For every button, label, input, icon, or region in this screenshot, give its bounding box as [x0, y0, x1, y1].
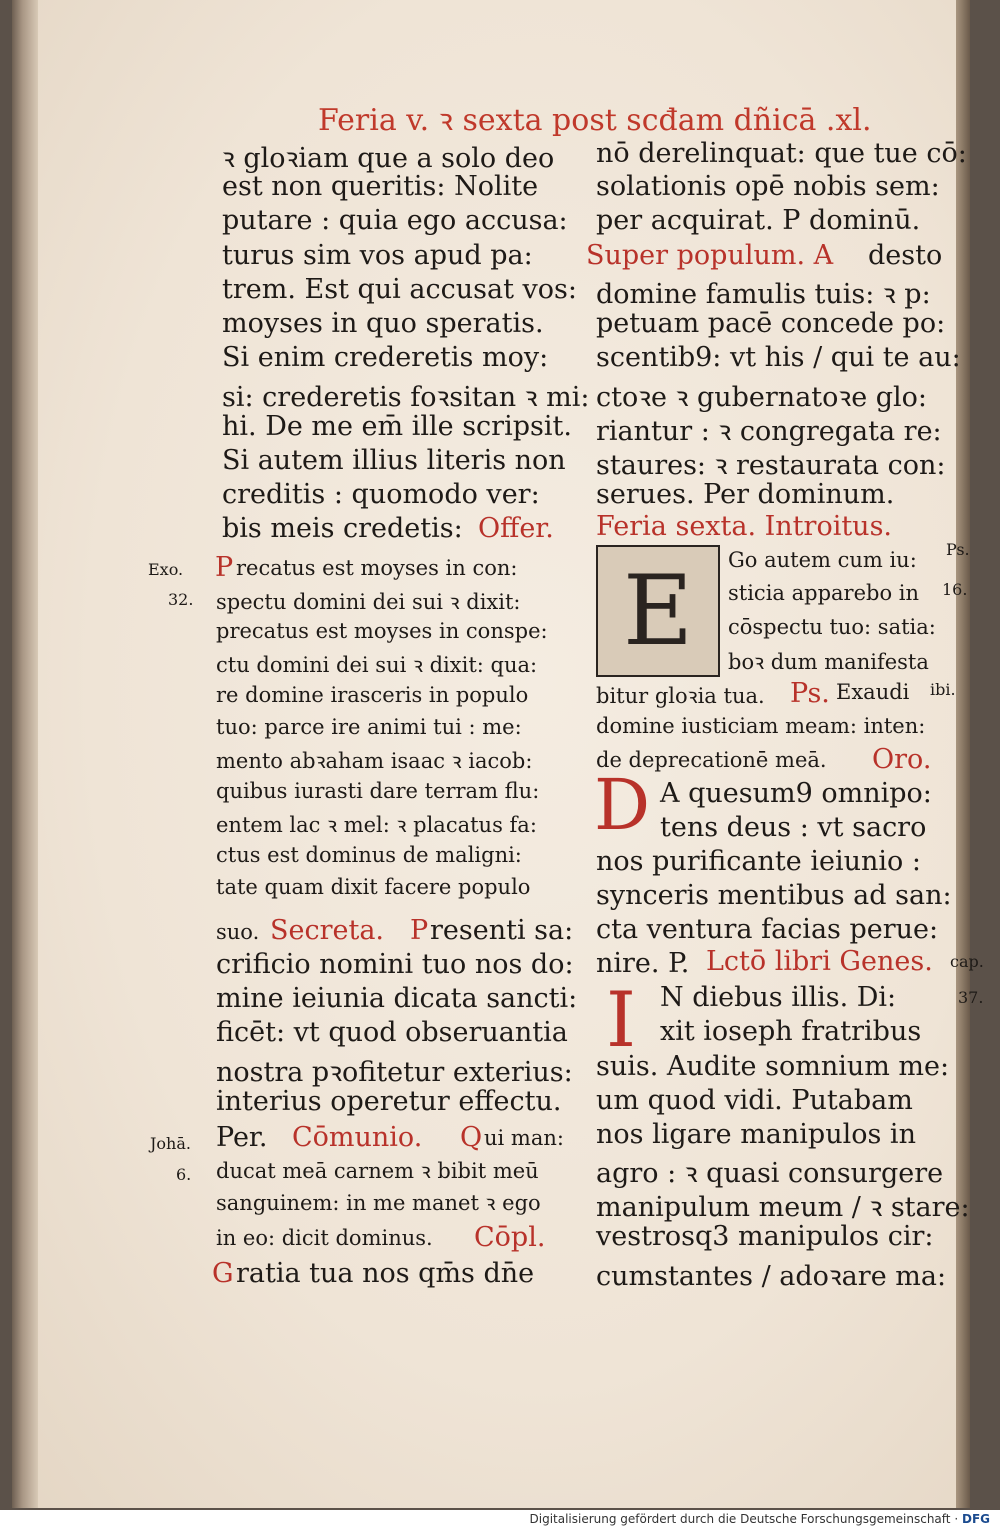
text-line: xit ioseph fratribus — [660, 1016, 922, 1047]
margin-note: ibi. — [930, 680, 956, 699]
text-line: mento abꝛaham isaac ꝛ iacob: — [216, 749, 533, 773]
text-line: boꝛ dum manifesta — [728, 650, 929, 674]
text-line: ctu domini dei sui ꝛ dixit: qua: — [216, 653, 538, 677]
text-line: putare : quia ego accusa: — [222, 205, 568, 236]
text-line: agro : ꝛ quasi consurgere — [596, 1158, 944, 1189]
text-line: ꝛ gloꝛiam que a solo deo — [222, 143, 555, 174]
text-line: est non queritis: Nolite — [222, 171, 539, 202]
text-line: sticia apparebo in — [728, 581, 919, 605]
red-initial-i: I — [606, 975, 637, 1064]
text-line: A quesum9 omnipo: — [660, 778, 932, 809]
text-line: quibus iurasti dare terram flu: — [216, 779, 540, 803]
text-line: Si enim crederetis moy: — [222, 342, 549, 373]
text-line: per acquirat. P dominū. — [596, 205, 921, 236]
text-line: cōspectu tuo: satia: — [728, 615, 936, 639]
text-line: um quod vidi. Putabam — [596, 1085, 913, 1116]
text-line: recatus est moyses in con: — [236, 556, 518, 580]
text-line: ui man: — [484, 1126, 564, 1150]
text-line: ctoꝛe ꝛ gubernatoꝛe glo: — [596, 382, 928, 413]
text-line: bis meis credetis: — [222, 513, 463, 544]
text-line: tuo: parce ire animi tui : me: — [216, 715, 522, 739]
page-gutter — [12, 0, 38, 1508]
text-line: petuam pacē concede po: — [596, 308, 946, 339]
rubric-lectio: Lctō libri Genes. — [706, 946, 933, 977]
text-line: entem lac ꝛ mel: ꝛ placatus fa: — [216, 813, 537, 837]
text-line: staures: ꝛ restaurata con: — [596, 450, 946, 481]
text-line: interius operetur effectu. — [216, 1086, 562, 1117]
red-initial-d: D — [594, 764, 651, 846]
text-line: N diebus illis. Di: — [660, 982, 897, 1013]
text-line: sanguinem: in me manet ꝛ ego — [216, 1191, 541, 1215]
red-initial-p: P — [215, 552, 234, 583]
text-line: serues. Per dominum. — [596, 479, 895, 510]
decorated-initial — [596, 545, 720, 677]
text-line: in eo: dicit dominus. — [216, 1226, 433, 1250]
margin-note: cap. — [950, 952, 984, 971]
rubric-complenda: Cōpl. — [474, 1222, 546, 1253]
text-line: trem. Est qui accusat vos: — [222, 274, 577, 305]
text-line: bitur gloꝛia tua. — [596, 684, 765, 708]
text-line: moyses in quo speratis. — [222, 308, 544, 339]
text-line: nire. P. — [596, 948, 690, 979]
text-line: ficēt: vt quod obseruantia — [216, 1017, 568, 1048]
dfg-logo: DFG — [961, 1512, 990, 1526]
rubric-super-populum: Super populum. A — [586, 240, 834, 271]
margin-note: 16. — [942, 580, 968, 599]
text-line: nos purificante ieiunio : — [596, 846, 921, 877]
text-line: re domine irasceris in populo — [216, 683, 529, 707]
red-initial-g: G — [212, 1258, 234, 1289]
margin-note: 37. — [958, 988, 984, 1007]
text-line: cumstantes / adoꝛare ma: — [596, 1261, 947, 1292]
running-header: Feria v. ꝛ sexta post scđam dñicā .xl. — [318, 103, 872, 138]
text-line: cta ventura facias perue: — [596, 914, 939, 945]
red-initial-p: P — [410, 915, 429, 946]
text-line: scentib9: vt his / qui te au: — [596, 342, 961, 373]
text-line: ctus est dominus de maligni: — [216, 843, 522, 867]
margin-note: Exo. — [148, 560, 184, 579]
rubric-secreta: Secreta. — [270, 915, 385, 946]
margin-note: 32. — [168, 590, 194, 609]
rubric-communio: Cōmunio. — [292, 1122, 423, 1153]
text-line: riantur : ꝛ congregata re: — [596, 416, 942, 447]
text-line: creditis : quomodo ver: — [222, 479, 540, 510]
margin-note: 6. — [176, 1165, 192, 1184]
text-line: manipulum meum / ꝛ stare: — [596, 1192, 970, 1223]
text-line: tens deus : vt sacro — [660, 812, 927, 843]
text-line: desto — [868, 240, 943, 271]
text-line: nos ligare manipulos in — [596, 1119, 916, 1150]
text-line: tate quam dixit facere populo — [216, 875, 531, 899]
page-edge — [956, 0, 970, 1508]
text-line: ducat meā carnem ꝛ bibit meū — [216, 1159, 539, 1183]
initial-letter-e: E — [622, 555, 694, 667]
text-line: precatus est moyses in conspe: — [216, 619, 548, 643]
text-line: hi. De me em̄ ille scripsit. — [222, 411, 572, 442]
margin-note: Johā. — [150, 1134, 191, 1153]
text-line: resenti sa: — [430, 915, 574, 946]
text-line: synceris mentibus ad san: — [596, 880, 952, 911]
text-line: suo. — [216, 920, 260, 944]
rubric-feria-sexta: Feria sexta. Introitus. — [596, 511, 893, 542]
text-line: domine iusticiam meam: inten: — [596, 714, 926, 738]
text-line: suis. Audite somnium me: — [596, 1051, 950, 1082]
red-initial-q: Q — [460, 1122, 483, 1153]
margin-note: Ps. — [946, 540, 970, 559]
text-line: domine famulis tuis: ꝛ p: — [596, 279, 931, 310]
text-line: crificio nomini tuo nos do: — [216, 949, 574, 980]
text-line: de deprecationē meā. — [596, 748, 827, 772]
text-line: nostra pꝛofitetur exterius: — [216, 1057, 573, 1088]
text-line: Go autem cum iu: — [728, 548, 917, 572]
text-line: vestrosq3 manipulos cir: — [596, 1221, 934, 1252]
text-line: Per. — [216, 1122, 268, 1153]
text-line: nō derelinquat: que tue cō: — [596, 138, 967, 169]
text-line: Exaudi — [836, 680, 910, 704]
funding-footer: Digitalisierung gefördert durch die Deutsche Forschungsgemeinschaft · DFG — [529, 1512, 990, 1526]
text-line: mine ieiunia dicata sancti: — [216, 983, 578, 1014]
rubric-oratio: Oro. — [872, 744, 932, 775]
text-line: solationis opē nobis sem: — [596, 171, 940, 202]
text-line: turus sim vos apud pa: — [222, 240, 533, 271]
rubric-offertory: Offer. — [478, 513, 554, 544]
rubric-psalm: Ps. — [790, 678, 830, 709]
text-line: spectu domini dei sui ꝛ dixit: — [216, 590, 521, 614]
footer-text: Digitalisierung gefördert durch die Deutsche Forschungsgemeinschaft — [529, 1512, 951, 1526]
text-line: ratia tua nos qm̄s dn̄e — [236, 1258, 535, 1289]
text-line: Si autem illius literis non — [222, 445, 566, 476]
text-line: si: crederetis foꝛsitan ꝛ mi: — [222, 382, 590, 413]
